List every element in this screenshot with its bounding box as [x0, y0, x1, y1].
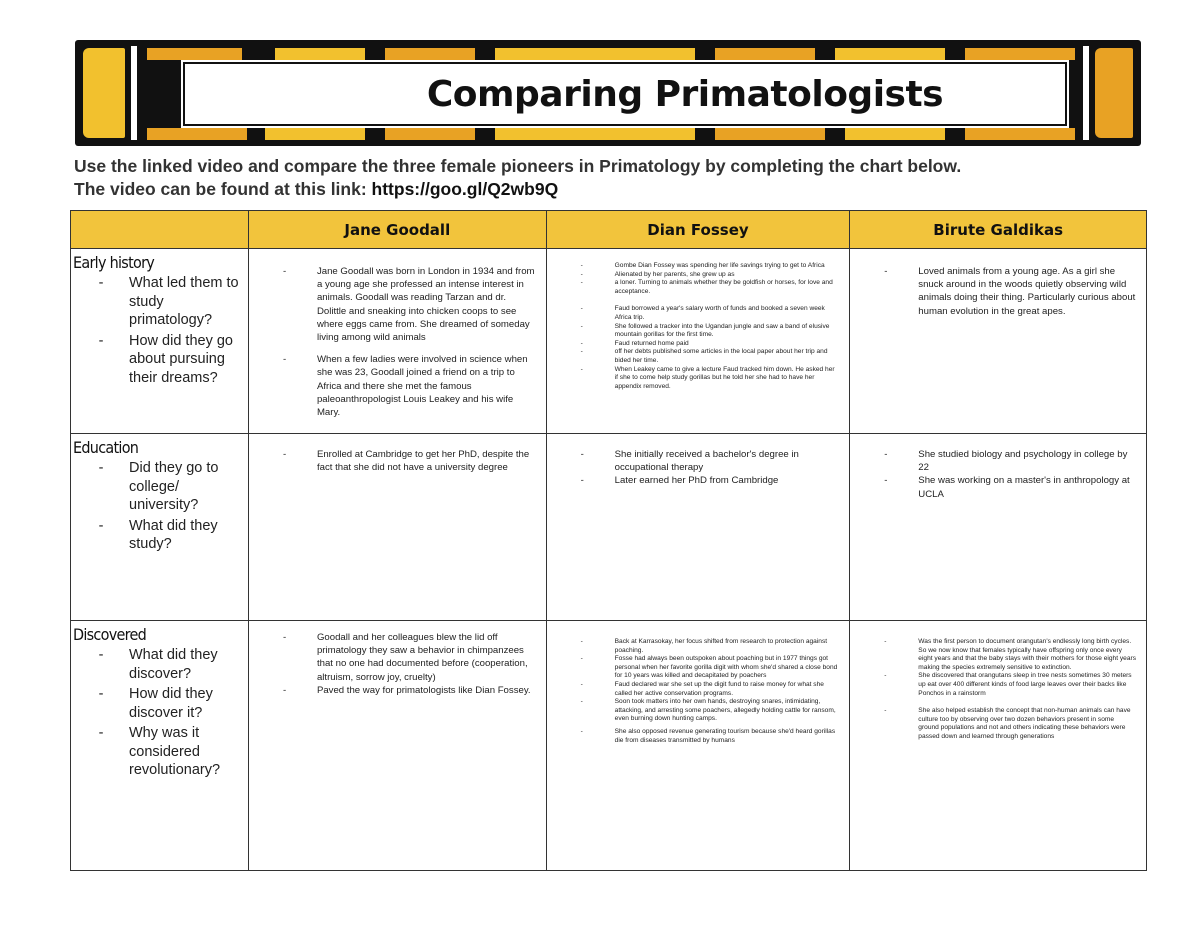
banner-stripe	[147, 48, 242, 60]
list-item: - She also opposed revenue generating tourism because she'd heard gorillas die from diseases transmitted by humans	[581, 728, 840, 745]
list-item: - She also helped establish the concept that non-human animals can have culture too by observing over two dozen behaviors present in some ground populations and not and others indicating these behaviors were passed down and learned through generations	[884, 707, 1136, 741]
list-item: - Later earned her PhD from Cambridge	[581, 474, 840, 487]
comparison-table	[70, 210, 1147, 871]
row-heading: Education	[73, 438, 139, 457]
banner-stripe	[965, 128, 1075, 140]
list-item: - Back at Karrasokay, her focus shifted from research to protection against poaching.	[581, 638, 840, 655]
fossey-education[interactable]	[546, 434, 850, 621]
list-item: - off her debts published some articles in the local paper about her trip and bided her time.	[581, 348, 840, 365]
instructions-line-2	[74, 178, 961, 201]
list-item: - Loved animals from a young age. As a girl she snuck around in the woods quietly observing wild animals doing their thing. Particularly curious about human evolution in the great apes.	[884, 265, 1136, 318]
list-item: - Goodall and her colleagues blew the lid off primatology they saw a behavior in chimpanzees that no one had documented before (cooperation, altruism, sorrow joy, cruelty)	[283, 631, 536, 684]
question: - What did they study?	[73, 517, 246, 554]
question-text: What did they discover?	[129, 647, 218, 682]
row-heading: Discovered	[73, 625, 147, 644]
list-item: - When a few ladies were involved in science when she was 23, Goodall joined a friend on a trip to Africa and there she met the famous paleoanthropologist Louis Leakey and his wife Mary.	[283, 353, 536, 419]
list-item: - She was working on a master's in anthropology at UCLA	[884, 474, 1136, 500]
question: - Did they go to college/ university?	[73, 459, 246, 515]
question-text: Why was it considered revolutionary?	[129, 725, 221, 778]
table-row	[71, 249, 1147, 434]
question-text: Did they go to college/ university?	[129, 460, 219, 513]
banner-endcap-left	[83, 48, 125, 138]
banner-stripe	[385, 128, 475, 140]
list-item: - Was the first person to document orangutan's endlessly long birth cycles. So we now know that females typically have offspring only once every eight years and that the baby stays with their mothers for those eight years making the species extremely sensitive to extinction.	[884, 638, 1136, 672]
instructions-prefix: The video can be found at this link:	[74, 179, 372, 199]
list-item: - She studied biology and psychology in college by 22	[884, 448, 1136, 474]
banner-stripe	[495, 48, 695, 60]
galdikas-education[interactable]	[850, 434, 1147, 621]
banner-stripe	[845, 128, 945, 140]
question-text: How did they discover it?	[129, 686, 213, 721]
list-item: - Enrolled at Cambridge to get her PhD, despite the fact that she did not have a university degree	[283, 448, 536, 474]
list-item: - Faud borrowed a year's salary worth of funds and booked a seven week Africa trip.	[581, 305, 840, 322]
banner-endcap-right	[1095, 48, 1133, 138]
row-heading-cell	[71, 621, 249, 871]
question: - How did they discover it?	[73, 685, 246, 722]
list-item: - Jane Goodall was born in London in 1934 and from a young age she professed an intense interest in animals. Goodall was reading Tarzan and dr. Dolittle and sneaking into chicken coops to see where eggs came from. She dreamed of someday living among wild animals	[283, 265, 536, 344]
banner-stripe	[275, 48, 365, 60]
banner-stripe	[265, 128, 365, 140]
banner-stripe	[385, 48, 475, 60]
column-header: Birute Galdikas	[850, 211, 1147, 249]
instructions	[74, 155, 961, 201]
list-item: - Soon took matters into her own hands, destroying snares, intimidating, attacking, and arresting some poachers, allegedly holding cattle for ransom, even burning down hunting camps.	[581, 698, 840, 724]
question: - What led them to study primatology?	[73, 274, 246, 330]
banner-stripe	[835, 48, 945, 60]
list-item: - Alienated by her parents, she grew up as	[581, 271, 840, 280]
goodall-education[interactable]	[248, 434, 546, 621]
list-item: - a loner. Turning to animals whether they be goldfish or horses, for love and acceptance.	[581, 279, 840, 296]
fossey-discovered[interactable]	[546, 621, 850, 871]
goodall-early-history[interactable]	[248, 249, 546, 434]
goodall-discovered[interactable]	[248, 621, 546, 871]
banner-divider	[131, 46, 137, 140]
row-heading: Early history	[73, 253, 155, 272]
banner-stripe	[147, 128, 247, 140]
row-heading-cell	[71, 249, 249, 434]
banner-stripe	[495, 128, 695, 140]
video-link[interactable]: https://goo.gl/Q2wb9Q	[371, 179, 559, 199]
banner-stripe	[715, 128, 825, 140]
galdikas-early-history[interactable]	[850, 249, 1147, 434]
table-row	[71, 434, 1147, 621]
page-title: Comparing Primatologists	[426, 73, 944, 115]
list-item: - She followed a tracker into the Ugandan jungle and saw a band of elusive mountain gorillas for the first time.	[581, 323, 840, 340]
galdikas-discovered[interactable]	[850, 621, 1147, 871]
column-header: Jane Goodall	[248, 211, 546, 249]
list-item: - She initially received a bachelor's degree in occupational therapy	[581, 448, 840, 474]
list-item: - She discovered that orangutans sleep in tree nests sometimes 30 meters up eat over 400 different kinds of food large leaves over their backs like Ponchos in a rainstorm	[884, 672, 1136, 698]
table-row	[71, 621, 1147, 871]
list-item: - Gombe Dian Fossey was spending her life savings trying to get to Africa	[581, 262, 840, 271]
question: - Why was it considered revolutionary?	[73, 724, 246, 780]
list-item: - When Leakey came to give a lecture Faud tracked him down. He asked her if she to come help study gorillas but he told her she had to have her appendix removed.	[581, 366, 840, 392]
list-item: - Faud returned home paid	[581, 340, 840, 349]
title-box	[183, 62, 1067, 126]
list-item: - Paved the way for primatologists like Dian Fossey.	[283, 684, 536, 697]
table-header-row	[71, 211, 1147, 249]
banner-stripe	[715, 48, 815, 60]
question-text: How did they go about pursuing their dreams?	[129, 332, 233, 386]
header-blank	[71, 211, 249, 249]
list-item: - Fosse had always been outspoken about poaching but in 1977 things got personal when her favorite gorilla digit with whom she'd shared a close bond for 10 years was killed and decapitated by poachers	[581, 655, 840, 681]
question-text: What did they study?	[129, 517, 218, 552]
fossey-early-history[interactable]	[546, 249, 850, 434]
list-item: - Faud declared war she set up the digit fund to raise money for what she called her active conservation programs.	[581, 681, 840, 698]
banner-divider	[1083, 46, 1089, 140]
banner-stripe	[965, 48, 1075, 60]
instructions-line-1: Use the linked video and compare the three female pioneers in Primatology by completing the chart below.	[74, 156, 962, 176]
question: - How did they go about pursuing their dreams?	[73, 332, 246, 388]
title-banner	[75, 40, 1141, 146]
row-heading-cell	[71, 434, 249, 621]
column-header: Dian Fossey	[546, 211, 850, 249]
question: - What did they discover?	[73, 646, 246, 683]
question-text: What led them to study primatology?	[129, 275, 239, 328]
